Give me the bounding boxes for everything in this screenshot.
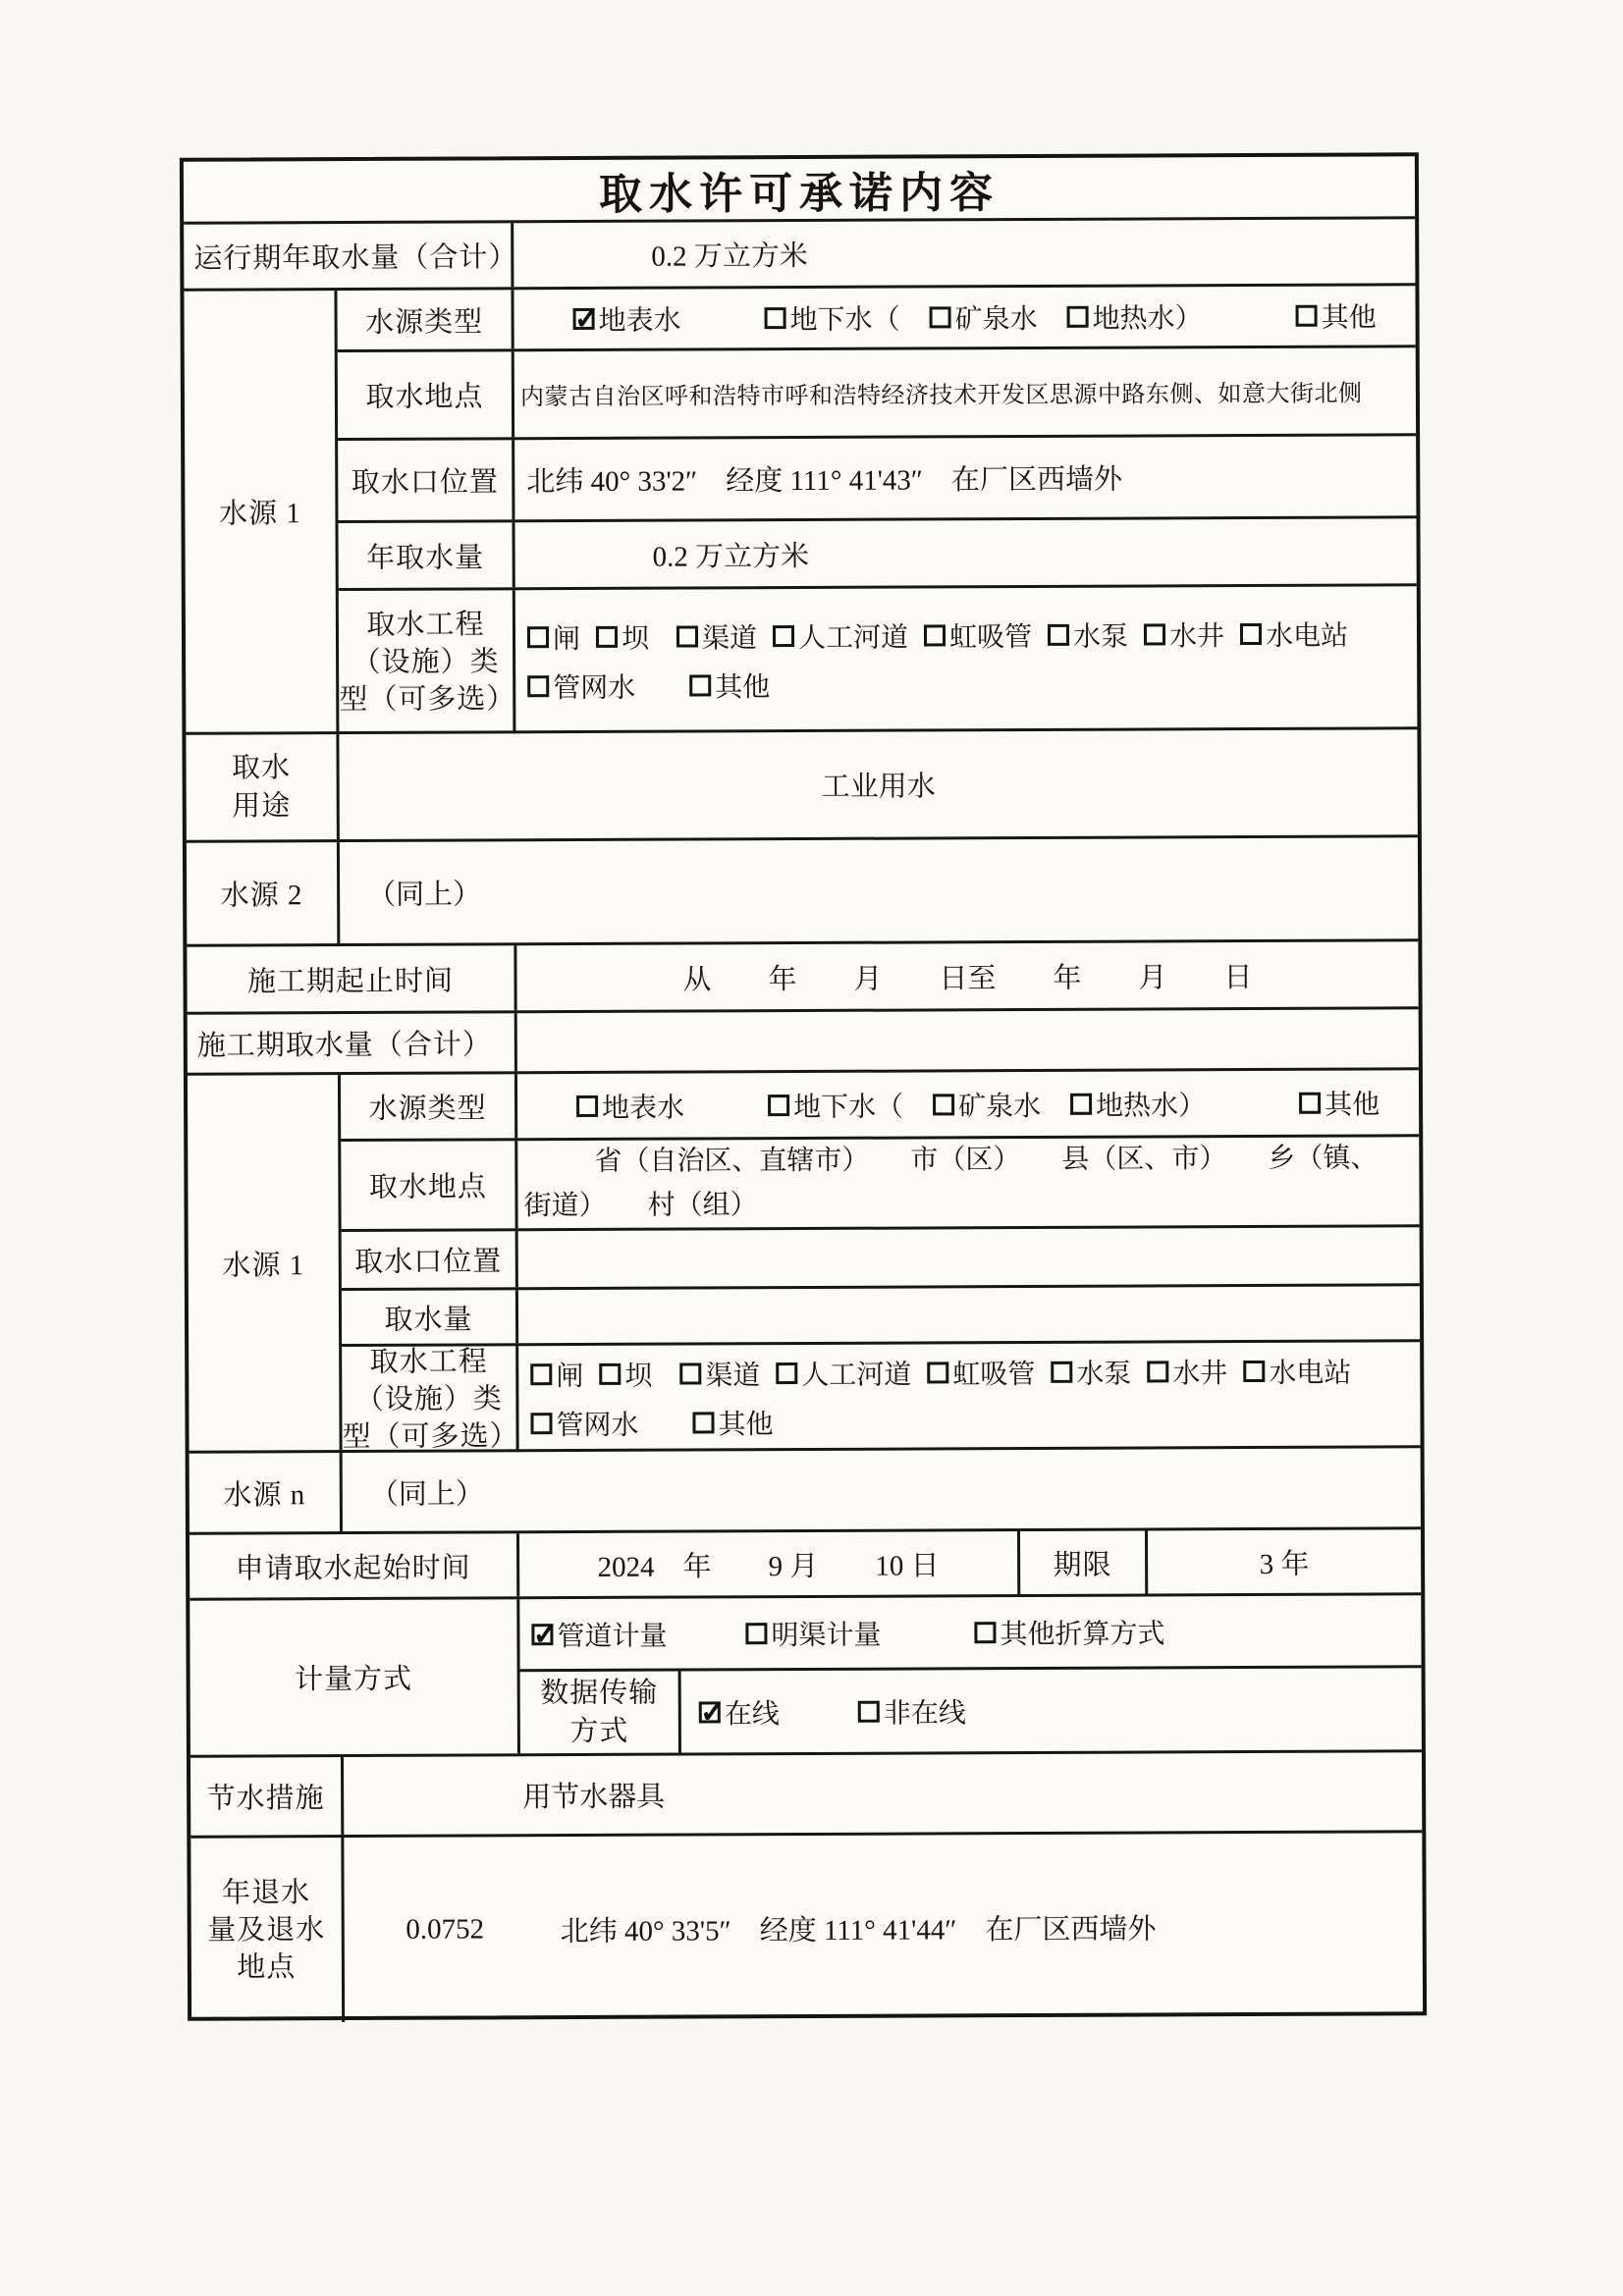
checkbox-option-pipe-network: 管网水 (527, 667, 635, 706)
checkbox-option-mineral-water: 矿泉水 (933, 1084, 1041, 1123)
checkbox-icon (1147, 1361, 1168, 1382)
label-water-usage (186, 734, 339, 840)
label-construction-total: 施工期取水量（合计） (188, 1013, 517, 1072)
checkbox-icon (527, 675, 549, 697)
row-apply-start (189, 1529, 1421, 1600)
checkbox-icon (1243, 1361, 1265, 1382)
label-operation-total: 运行期年取水量（合计） (184, 223, 514, 288)
checkbox-icon (930, 306, 951, 328)
label-annual-drainage (190, 1838, 345, 2023)
intake-works-label-lines: 取水工程 （设施）类 型（可多选） (342, 1346, 519, 1454)
checkbox-icon (530, 1363, 552, 1385)
checkbox-icon (689, 674, 711, 696)
checkbox-option-dam: 坝 (599, 1355, 652, 1394)
metering-method-options (519, 1595, 1421, 1669)
label-annual-volume: 年取水量 (338, 522, 514, 588)
checkbox-option-channel: 渠道 (676, 616, 757, 656)
value-intake-place: 内蒙古自治区呼和浩特市呼和浩特经济技术开发区思源中路东侧、如意大街北侧 (519, 381, 1363, 411)
row-operation-total (184, 219, 1415, 291)
checkbox-icon (692, 1412, 714, 1433)
label-term: 期限 (1020, 1530, 1148, 1594)
label-sourceN: 水源 n (189, 1453, 343, 1532)
checkbox-option-geothermal-water: 地热水） (1067, 296, 1203, 337)
row-data-transmission (520, 1668, 1422, 1753)
value-water-usage: 工业用水 (821, 771, 936, 803)
checkbox-icon (745, 1623, 767, 1644)
label-intake-works-2 (342, 1346, 518, 1453)
checkbox-option-dam: 坝 (596, 617, 649, 657)
checkbox-icon (1144, 623, 1165, 645)
checkbox-option-well: 水井 (1144, 614, 1224, 654)
checkbox-option-siphon: 虹吸管 (924, 615, 1032, 655)
label-construction-period: 施工期起止时间 (187, 945, 516, 1011)
label-source1: 水源 1 (184, 291, 339, 732)
checkbox-icon (596, 626, 618, 648)
row-water-saving (190, 1752, 1422, 1838)
row-source-type-2 (341, 1070, 1419, 1142)
drainage-amount: 0.0752 (406, 1912, 485, 1946)
works-options-line2 (518, 1401, 1351, 1444)
checkbox-icon (773, 625, 794, 647)
row-intake-position (338, 436, 1416, 523)
checkbox-icon (576, 1095, 598, 1116)
row-intake-works-2 (342, 1342, 1420, 1453)
checkbox-option-siphon: 虹吸管 (927, 1353, 1035, 1392)
checkbox-icon (933, 1094, 954, 1115)
works-options-line2 (515, 664, 1348, 707)
value-annual-drainage (344, 1833, 1423, 2022)
checkbox-option-online: ✓ 在线 (699, 1692, 780, 1732)
label-intake-place-2: 取水地点 (341, 1141, 517, 1229)
checkbox-option-other: 其他 (1296, 295, 1377, 335)
checkbox-option-gate: 闸 (530, 1355, 583, 1394)
row-source-type (337, 286, 1415, 352)
label-intake-volume-2: 取水量 (342, 1290, 518, 1344)
checkbox-option-other-conversion: 其他折算方式 (974, 1612, 1164, 1652)
value-intake-position: 北纬 40° 33'2″ 经度 111° 41'43″ 在厂区西墙外 (526, 463, 1123, 499)
checkbox-icon (1240, 623, 1262, 645)
label-metering: 计量方式 (189, 1599, 520, 1754)
checkbox-option-other-works: 其他 (692, 1403, 773, 1442)
checkbox-option-pipe-network: 管网水 (530, 1404, 638, 1443)
intake-works-options (515, 586, 1418, 733)
value-intake-volume-2 (518, 1286, 1420, 1343)
intake-works-options-2 (518, 1342, 1420, 1452)
checkbox-icon (1299, 1092, 1321, 1113)
row-intake-place-2 (341, 1137, 1419, 1232)
checkbox-icon (676, 625, 698, 647)
checkbox-option-offline: 非在线 (858, 1691, 966, 1731)
row-annual-volume (338, 518, 1416, 591)
checkbox-option-hydropower-station: 水电站 (1240, 614, 1348, 654)
place-template-line1: 省（自治区、直辖市） 市（区） 县（区、市） 乡（镇、 (594, 1143, 1379, 1177)
row-construction-total (188, 1009, 1419, 1075)
checkbox-icon (679, 1362, 701, 1384)
checkbox-icon (527, 626, 549, 648)
table-title-row (184, 156, 1415, 224)
checkbox-option-other-works: 其他 (689, 666, 770, 705)
label-intake-place: 取水地点 (338, 351, 514, 438)
checkbox-option-gate: 闸 (527, 617, 580, 657)
checkbox-icon (974, 1622, 996, 1643)
data-transmission-options (681, 1668, 1422, 1752)
checkbox-option-pipeline-metering: ✓ 管道计量 (531, 1614, 667, 1654)
section-source1-operation (184, 286, 1417, 734)
works-options-line1 (515, 614, 1348, 658)
row-annual-drainage (190, 1833, 1423, 2022)
checkbox-option-pump: 水泵 (1048, 615, 1128, 655)
checkbox-option-channel: 渠道 (679, 1354, 760, 1393)
row-metering-methods (519, 1595, 1421, 1672)
checkbox-option-surface-water: 地表水 (576, 1086, 684, 1125)
label-intake-works (339, 590, 516, 734)
checkbox-icon (699, 1701, 721, 1723)
row-sourceN (189, 1448, 1421, 1534)
checkbox-icon (1070, 1093, 1092, 1114)
checkbox-icon (765, 307, 786, 329)
value-construction-total (517, 1009, 1419, 1071)
checkbox-icon (768, 1095, 789, 1116)
label-source-type-2: 水源类型 (341, 1074, 517, 1139)
label-source1-construction: 水源 1 (188, 1075, 343, 1451)
row-intake-works (339, 586, 1418, 734)
value-water-saving: 用节水器具 (522, 1781, 666, 1814)
row-water-usage (186, 729, 1417, 842)
place-template-line2: 街道） 村（组） (523, 1189, 758, 1221)
source-type-options-2 (517, 1070, 1419, 1138)
label-source-type: 水源类型 (337, 290, 514, 349)
checkbox-icon (924, 624, 946, 646)
label-apply-start: 申请取水起始时间 (189, 1533, 519, 1597)
checkbox-option-pump: 水泵 (1051, 1353, 1131, 1392)
drainage-location: 北纬 40° 33'5″ 经度 111° 41'44″ 在厂区西墙外 (560, 1912, 1157, 1948)
checkbox-option-open-channel-metering: 明渠计量 (745, 1613, 881, 1653)
checkbox-option-surface-water: ✓ 地表水 (572, 299, 680, 339)
checkbox-option-artificial-river: 人工河道 (773, 616, 908, 657)
section-source1-construction (188, 1070, 1421, 1453)
value-term: 3 年 (1259, 1548, 1310, 1580)
checkbox-icon (1051, 1362, 1072, 1383)
label-intake-position: 取水口位置 (338, 440, 514, 520)
row-construction-period (187, 941, 1418, 1014)
label-data-transmission (520, 1672, 681, 1754)
row-intake-place (338, 347, 1416, 441)
label-water-saving: 节水措施 (190, 1757, 344, 1836)
checkbox-icon (776, 1362, 797, 1384)
annual-drainage-label-lines: 年退水 量及退水 地点 (207, 1876, 326, 1984)
checkbox-option-artificial-river: 人工河道 (776, 1354, 911, 1394)
water-usage-label-lines: 取水 用途 (231, 752, 292, 823)
value-intake-position-2 (518, 1227, 1420, 1287)
checkbox-icon (927, 1362, 948, 1383)
data-transmission-label-lines: 数据传输 方式 (540, 1677, 659, 1747)
checkbox-option-other: 其他 (1299, 1083, 1380, 1122)
checkbox-icon (573, 308, 595, 330)
checkbox-option-mineral-water: 矿泉水 (930, 297, 1038, 337)
row-intake-volume-2 (342, 1286, 1420, 1347)
checkbox-icon (858, 1700, 880, 1722)
checkbox-icon (1296, 305, 1318, 327)
value-apply-date: 2024 年 9 月 10 日 (519, 1531, 1020, 1596)
value-source2: （同上） (367, 879, 482, 911)
checkbox-option-geothermal-water: 地热水） (1070, 1084, 1206, 1124)
value-intake-place-2 (517, 1137, 1419, 1228)
checkbox-icon (599, 1363, 621, 1385)
value-construction-period: 从 年 月 日至 年 月 日 (682, 961, 1253, 996)
intake-works-label-lines: 取水工程 （设施）类 型（可多选） (339, 609, 516, 717)
value-sourceN: （同上） (369, 1477, 484, 1511)
checkbox-option-well: 水井 (1147, 1352, 1227, 1391)
row-intake-position-2 (342, 1227, 1420, 1291)
value-operation-total: 0.2 万立方米 (651, 240, 808, 273)
checkbox-icon (530, 1413, 552, 1434)
source-type-options (514, 286, 1415, 348)
water-permit-table (180, 152, 1427, 2020)
checkbox-icon (1048, 624, 1069, 646)
section-metering (189, 1595, 1422, 1757)
checkbox-icon (1067, 306, 1089, 328)
label-source2: 水源 2 (187, 842, 340, 944)
checkbox-option-groundwater: 地下水（ (765, 298, 900, 339)
value-annual-volume: 0.2 万立方米 (652, 540, 810, 573)
checkbox-option-hydropower-station: 水电站 (1243, 1352, 1351, 1391)
works-options-line1 (518, 1352, 1351, 1395)
checkbox-option-groundwater: 地下水（ (768, 1085, 903, 1125)
checkbox-icon (531, 1624, 553, 1645)
row-source2 (187, 837, 1418, 946)
label-intake-position-2: 取水口位置 (342, 1231, 518, 1288)
page-title: 取水许可承诺内容 (598, 168, 1001, 219)
